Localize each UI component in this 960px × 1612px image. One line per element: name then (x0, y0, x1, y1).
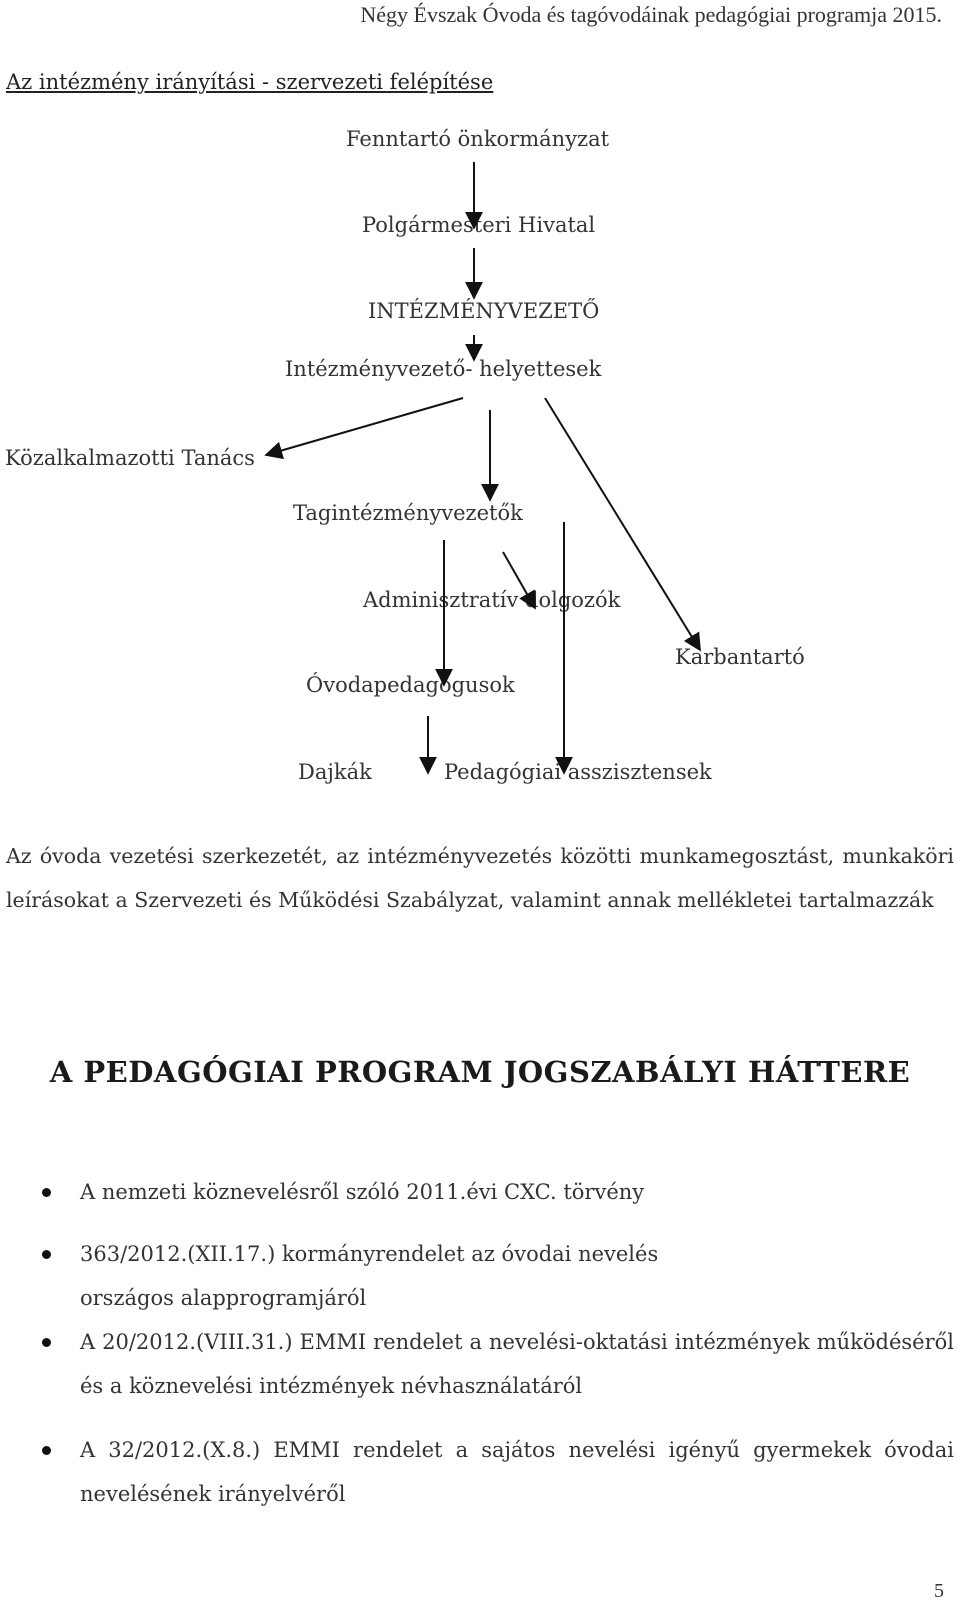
node-kozalkalmazotti-tanacs: Közalkalmazotti Tanács (5, 446, 255, 470)
law-text: A 20/2012.(VIII.31.) EMMI rendelet a nevelési-oktatási intézmények működéséről és a köznevelési intézmények névhasználatáról (80, 1330, 954, 1398)
node-pedagogiai-asszisztensek: Pedagógiai asszisztensek (444, 760, 712, 784)
bullet-icon (42, 1250, 51, 1259)
node-intezmenyvezeto: INTÉZMÉNYVEZETŐ (368, 299, 600, 323)
legal-background-heading: A PEDAGÓGIAI PROGRAM JOGSZABÁLYI HÁTTERE (49, 1055, 911, 1089)
node-karbantarto: Karbantartó (675, 645, 805, 669)
node-fenntarto: Fenntartó önkormányzat (346, 127, 610, 151)
section-title: Az intézmény irányítási - szervezeti felépítése (6, 70, 494, 94)
bullet-icon (42, 1188, 51, 1197)
node-helyettesek: Intézményvezető- helyettesek (285, 357, 602, 381)
list-item (80, 1320, 954, 1408)
list-item (80, 1428, 954, 1516)
arrow-to-adminisztrativ (503, 552, 535, 608)
bullet-icon (42, 1446, 51, 1455)
law-text: A 32/2012.(X.8.) EMMI rendelet a sajátos nevelési igényű gyermekek óvodai nevelésének irányelvéről (80, 1438, 954, 1506)
page-number: 5 (934, 1580, 944, 1602)
bullet-icon (42, 1338, 51, 1347)
arrow-to-karbantarto (545, 398, 700, 650)
org-description-paragraph: Az óvoda vezetési szerkezetét, az intézményvezetés közötti munkamegosztást, munkaköri leírásokat a Szervezeti és Működési Szabályzat, valamint annak mellékletei tartalmazzák (6, 844, 954, 912)
node-dajkak: Dajkák (298, 760, 372, 784)
arrow-to-kozalkalmazotti (266, 398, 463, 455)
list-item (80, 1232, 954, 1320)
page-header: Négy Évszak Óvoda és tagóvodáinak pedagógiai programja 2015. (360, 2, 942, 27)
law-text: A nemzeti köznevelésről szóló 2011.évi CXC. törvény (80, 1180, 645, 1204)
node-ovodapedagogusok: Óvodapedagógusok (306, 673, 515, 697)
list-item (80, 1170, 954, 1214)
law-text: 363/2012.(XII.17.) kormányrendelet az óvodai nevelés országos alapprogramjáról (80, 1242, 659, 1310)
node-adminisztrativ-dolgozok: Adminisztratív dolgozók (363, 588, 621, 612)
node-polgarmesteri-hivatal: Polgármesteri Hivatal (362, 213, 596, 237)
node-tagintezmenyvezetok: Tagintézményvezetők (293, 501, 523, 525)
